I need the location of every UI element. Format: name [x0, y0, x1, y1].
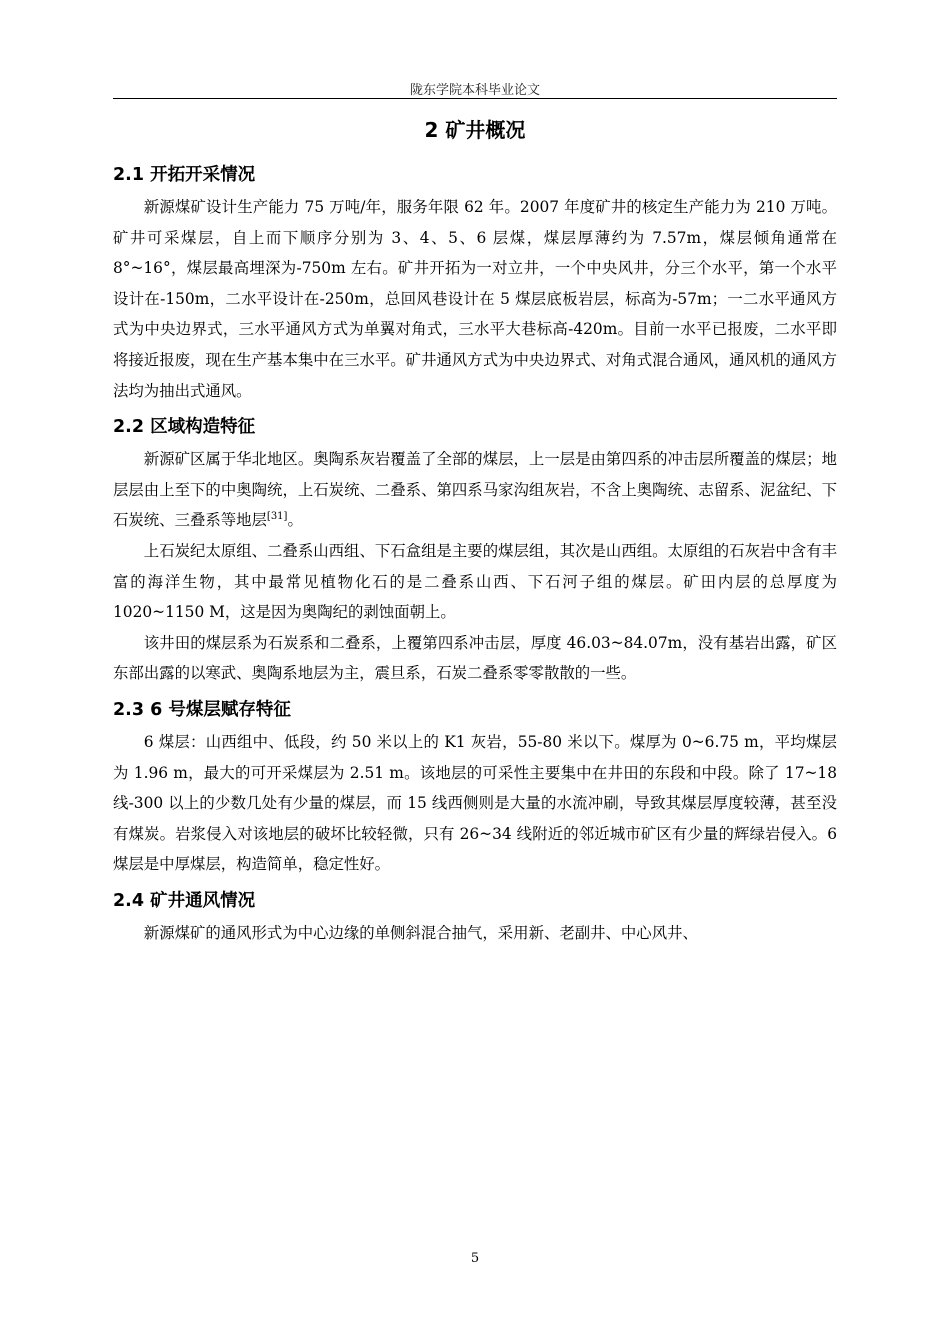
- section-heading: 2.2 区域构造特征: [113, 417, 256, 438]
- paragraph: 上石炭纪太原组、二叠系山西组、下石盒组是主要的煤层组，其次是山西组。太原组的石灰岩中含有丰富的海洋生物，其中最常见植物化石的是二叠系山西、下石河子组的煤层。矿田内层的总厚度为 1020~1150 M，这是因为奥陶纪的剥蚀面朝上。: [113, 541, 837, 622]
- paragraph: 新源煤矿设计生产能力 75 万吨/年，服务年限 62 年。2007 年度矿井的核定生产能力为 210 万吨。矿井可采煤层，自上而下顺序分别为 3、4、5、6 层煤，煤层厚薄约为 7.57m，煤层倾角通常在 8°~16°，煤层最高埋深为-750m 左右。矿井开拓为一对立井，一个中央风井，分三个水平，第一个水平设计在-150m，二水平设计在-250m，总回风巷设计在 5 煤层底板岩层，标高为-57m；一二水平通风方式为中央边界式，三水平通风方式为单翼对角式，三水平大巷标高-420m。目前一水平已报废，二水平即将接近报废，现在生产基本集中在三水平。矿井通风方式为中央边界式、对角式混合通风，通风机的通风方法均为抽出式通风。: [113, 198, 837, 400]
- section-heading: 2.1 开拓开采情况: [113, 165, 256, 185]
- header-divider: [113, 98, 837, 99]
- paragraph: 新源煤矿的通风形式为中心边缘的单侧斜混合抽气，采用新、老副井、中心风井、: [143, 923, 698, 942]
- paragraph-text: 新源矿区属于华北地区。奥陶系灰岩覆盖了全部的煤层，上一层是由第四系的冲击层所覆盖的煤层；地层层由上至下的中奥陶统，上石炭统、二叠系、第四系马家沟组灰岩，不含上奥陶统、志留系、泥盆纪、下石炭统、三叠系等地层: [113, 450, 837, 530]
- paragraph-tail: 。: [287, 511, 303, 530]
- section-2-2: [113, 412, 837, 689]
- section-2-4: [113, 886, 837, 949]
- chapter-title: 2 矿井概况: [424, 118, 526, 142]
- section-2-1: [113, 160, 837, 406]
- section-heading: 2.4 矿井通风情况: [113, 890, 256, 911]
- paragraph: [113, 444, 837, 536]
- header-title: 陇东学院本科毕业论文: [409, 83, 540, 98]
- section-2-3: [113, 695, 837, 880]
- section-heading: 2.3 6 号煤层赋存特征: [113, 699, 291, 720]
- page-number: 5: [470, 1251, 480, 1266]
- paragraph: 该井田的煤层系为石炭系和二叠系，上覆第四系冲击层，厚度 46.03~84.07m，没有基岩出露，矿区东部出露的以寒武、奥陶系地层为主，震旦系，石炭二叠系零零散散的一些。: [113, 633, 837, 683]
- citation-ref: [31]: [266, 511, 288, 523]
- main-content: [113, 160, 837, 948]
- paragraph: 6 煤层：山西组中、低段，约 50 米以上的 K1 灰岩，55-80 米以下。煤厚为 0~6.75 m，平均煤层为 1.96 m，最大的可开采煤层为 2.51 m。该地层的可采性主要集中在井田的东段和中段。除了 17~18 线-300 以上的少数几处有少量的煤层，而 15 线西侧则是大量的水流冲刷，导致其煤层厚度较薄，甚至没有煤炭。岩浆侵入对该地层的破坏比较轻微，只有 26~34 线附近的邻近城市矿区有少量的辉绿岩侵入。6 煤层是中厚煤层，构造简单，稳定性好。: [113, 732, 837, 874]
